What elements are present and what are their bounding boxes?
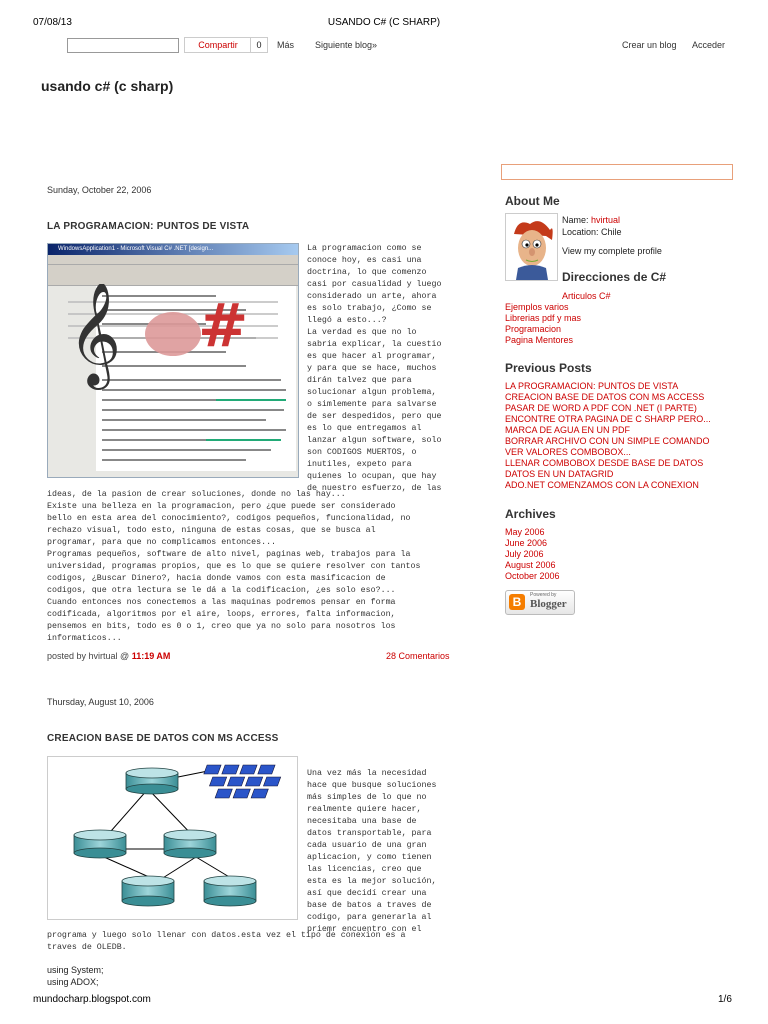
powered-by-blogger-badge[interactable] [505,590,575,615]
posted-by-label: posted by hvirtual @ [47,651,130,661]
text-line: programa y luego solo llenar con datos.esta vez el tipo de conexion es a [47,931,406,940]
code-snippet [47,964,104,988]
text-line: base de batos a traves de [307,901,432,910]
previous-post-link[interactable]: ADO.NET COMENZAMOS CON LA CONEXION [505,480,699,490]
music-clef-sharp-graphic [48,284,298,474]
direcciones-link[interactable]: Ejemplos varios [505,302,569,312]
post-body-full [47,930,457,954]
code-line: using System; [47,965,104,975]
text-line: así que decidí crear una [307,889,427,898]
text-line: casi por casualidad y luego [307,280,442,289]
previous-post-link[interactable]: CREACION BASE DE DATOS CON MS ACCESS [505,392,705,402]
text-line: codigos, que otra lectura se le dá a la codificacion, ¿es solo eso?... [47,586,396,595]
direcciones-link[interactable]: Librerias pdf y mas [505,313,582,323]
text-line: inutiles, expeto para [307,460,412,469]
text-line: sabria explicar, la cuestio [307,340,442,349]
text-line: bello en esta area del conocimiento?, codigos pequeños, funcionalidad, no [47,514,411,523]
previous-post-link[interactable]: LA PROGRAMACION: PUNTOS DE VISTA [505,381,679,391]
share-count: 0 [250,37,268,53]
profile-location: Location: Chile [562,227,622,237]
blog-title[interactable]: usando c# (c sharp) [41,78,174,94]
text-line: esta es la mejor solución, [307,877,437,886]
text-line: Existe una belleza en la programacion, pero ¿que puede ser considerado [47,502,396,511]
text-line: cada usuario de una gran [307,841,427,850]
post-body-full [47,489,457,645]
share-button[interactable]: Compartir [184,37,252,53]
text-line: codificada, algoritmos por el aire, loops, errores, falta informacion, [47,610,396,619]
post-date: Sunday, October 22, 2006 [47,185,152,195]
database-network-graphic [48,757,297,919]
name-label: Name: [562,215,589,225]
direcciones-link[interactable]: Pagina Mentores [505,335,574,345]
text-line: aplicacion, y como tienen [307,853,432,862]
avatar-cartoon-face [506,214,557,280]
text-line: y para que se hace, muchos [307,364,437,373]
archives-list [505,527,560,582]
post-footer [47,651,170,661]
navbar-search-input[interactable] [67,38,179,53]
text-line: son CODIGOS MUERTOS, o [307,448,417,457]
text-line: llegó a esto...? [307,316,387,325]
text-line: más simples de lo que no [307,793,427,802]
text-line: de nuestro esfuerzo, de las [307,484,442,493]
text-line: doctrina, lo que comenzo [307,268,427,277]
more-button[interactable]: Más [277,40,295,50]
svg-text:#: # [198,291,249,361]
archive-link[interactable]: August 2006 [505,560,556,570]
text-line: rechazo visual, todo esto, ninguna de estas cosas, que se busca al [47,526,376,535]
text-line: o simlemente para salvarse [307,400,437,409]
text-line: Una vez más la necesidad [307,769,427,778]
sign-in-link[interactable]: Acceder [692,40,726,50]
archive-link[interactable]: October 2006 [505,571,560,581]
blogger-logo-icon: B [509,594,525,610]
text-line: es lo que entregamos al [307,424,422,433]
archive-link[interactable]: June 2006 [505,538,548,548]
text-line: considerado un arte, ahora [307,292,437,301]
comments-link[interactable]: 28 Comentarios [386,651,450,661]
window-title-bar: WindowsApplication1 - Microsoft Visual C# .NET [design... [48,244,298,255]
profile-name-link[interactable]: hvirtual [591,215,621,225]
post-image-code-screenshot[interactable] [47,243,299,478]
previous-posts-list [505,381,735,491]
text-line: ideas, de la pasion de crear soluciones, donde no las hay... [47,490,346,499]
previous-post-link[interactable]: BORRAR ARCHIVO CON UN SIMPLE COMANDO [505,436,710,446]
previous-posts-heading: Previous Posts [505,361,592,375]
archive-link[interactable]: July 2006 [505,549,544,559]
direcciones-link[interactable]: Programacion [505,324,562,334]
post-time-link[interactable]: 11:19 AM [131,651,171,661]
text-line: lanzar algun software, solo [307,436,442,445]
previous-post-link[interactable]: VER VALORES COMBOBOX... [505,447,631,457]
direcciones-links [505,302,581,346]
text-line: dirán talvez que para [307,376,412,385]
post-image-database-diagram[interactable] [47,756,298,920]
previous-post-link[interactable]: MARCA DE AGUA EN UN PDF [505,425,631,435]
avatar[interactable] [505,213,558,281]
archive-link[interactable]: May 2006 [505,527,545,537]
text-line: datos transportable, para [307,829,432,838]
text-line: las licencias, creo que [307,865,422,874]
text-line: quienes lo ocupan, que hay [307,472,437,481]
text-line: realmente quiere hacer, [307,805,422,814]
profile-name [562,215,620,225]
text-line: hace que busque soluciones [307,781,437,790]
previous-post-link[interactable]: DATOS EN UN DATAGRID [505,469,614,479]
toolbar [48,265,298,286]
view-profile-link[interactable]: View my complete profile [562,246,662,256]
text-line: La programacion como se [307,244,422,253]
text-line: codigos, ¿Buscar Dinero?, hacia donde vamos con esta masificacion de [47,574,386,583]
text-line: de ser despedidos, pero que [307,412,442,421]
text-line: informaticos... [47,634,122,643]
post-date: Thursday, August 10, 2006 [47,697,154,707]
direcciones-link[interactable]: Articulos C# [562,291,611,301]
text-line: Cuando entonces nos conectemos a las maquinas podremos pensar en forma [47,598,396,607]
text-line: programar, para que no complicamos entonces... [47,538,277,547]
direcciones-heading: Direcciones de C# [562,270,667,284]
text-line: conoce hoy, es casi una [307,256,422,265]
badge-text: Blogger [530,598,567,610]
previous-post-link[interactable]: ENCONTRE OTRA PAGINA DE C SHARP PERO... [505,414,711,424]
post-title[interactable]: CREACION BASE DE DATOS CON MS ACCESS [47,733,279,744]
archives-heading: Archives [505,507,556,521]
text-line: pensemos en bits, todo es 0 o 1, creo que ya no solo para nosotros los [47,622,396,631]
sidebar-search-box[interactable] [501,164,733,180]
post-body-wrapped [307,243,455,495]
previous-post-link[interactable]: LLENAR COMBOBOX DESDE BASE DE DATOS [505,458,704,468]
print-page-number: 1/6 [718,994,732,1005]
print-url: mundocharp.blogspot.com [33,994,151,1005]
create-blog-link[interactable]: Crear un blog [622,40,677,50]
text-line: priemr encuentro con el [307,925,422,934]
text-line: solucionar algun problema, [307,388,437,397]
print-date: 07/08/13 [33,17,72,28]
text-line: codigo, para generarla al [307,913,432,922]
text-line: Programas pequeños, software de alto nivel, paginas web, trabajos para la [47,550,411,559]
text-line: necesitaba una base de [307,817,417,826]
print-title: USANDO C# (C SHARP) [327,17,441,28]
svg-text:𝄞: 𝄞 [68,284,122,386]
about-me-heading: About Me [505,194,560,208]
previous-post-link[interactable]: PASAR DE WORD A PDF CON .NET (I PARTE) [505,403,697,413]
text-line: es que hacer al programar, [307,352,437,361]
next-blog-link[interactable]: Siguiente blog» [315,40,378,50]
code-line: using ADOX; [47,977,99,987]
menu-bar [48,255,298,265]
text-line: universidad, programas propios, que es lo que se quiere resolver con tantos [47,562,421,571]
text-line: traves de OLEDB. [47,943,127,952]
text-line: La verdad es que no lo [307,328,417,337]
post-body-wrapped [307,768,455,936]
text-line: es solo trabajo, ¿Como se [307,304,432,313]
badge-small-text: Powered by [530,592,557,598]
post-title[interactable]: LA PROGRAMACION: PUNTOS DE VISTA [47,221,250,232]
